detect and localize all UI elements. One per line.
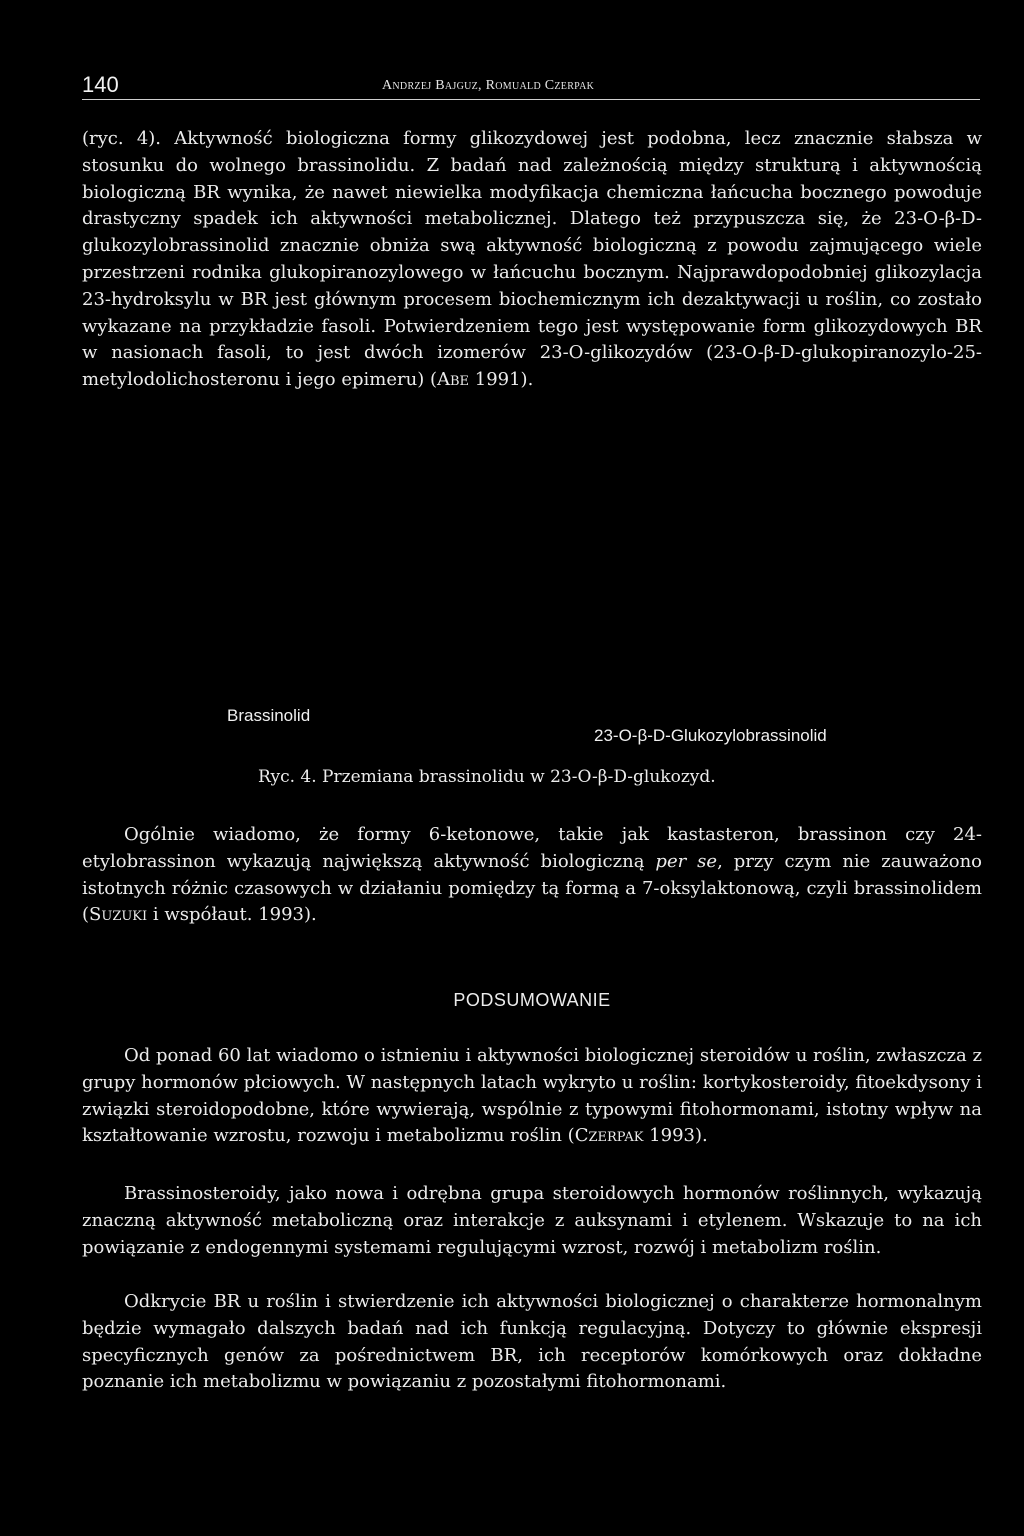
paragraph-2-text-b: , przy czym nie zauważono istotnych różnic czasowych w działaniu pomiędzy tą formą a 7-oksylaktonową, czyli brassinolidem ( bbox=[82, 850, 982, 926]
page-number: 140 bbox=[82, 72, 119, 97]
body-paragraph-3 bbox=[82, 1043, 982, 1150]
citation-author-abe: Abe bbox=[436, 369, 470, 391]
figure-caption: Ryc. 4. Przemiana brassinolidu w 23-O-β-D-glukozyd. bbox=[258, 767, 716, 787]
body-paragraph-1 bbox=[82, 126, 982, 394]
section-heading-summary: PODSUMOWANIE bbox=[453, 990, 611, 1010]
body-paragraph-5: Odkrycie BR u roślin i stwierdzenie ich aktywności biologicznej o charakterze hormonalnym będzie wymagało dalszych badań nad ich funkcją regulacyjną. Dotyczy to głównie ekspresji specyficznych genów za pośrednictwem BR, ich receptorów komórkowych oraz dokładne poznanie ich metabolizmu w powiązaniu z pozostałymi fitohormonami. bbox=[82, 1291, 982, 1393]
citation-author-suzuki: Suzuki bbox=[89, 904, 148, 926]
paragraph-2-text-a: Ogólnie wiadomo, że formy 6-ketonowe, takie jak kastasteron, brassinon czy 24-etylobrassinon wykazują największą aktywność biologiczną bbox=[82, 824, 982, 872]
header-rule bbox=[82, 99, 980, 100]
citation-rest: i współaut. 1993). bbox=[147, 904, 317, 926]
running-head: Andrzej Bajguz, Romuald Czerpak bbox=[382, 78, 595, 93]
figure-label-brassinolid: Brassinolid bbox=[227, 706, 311, 725]
body-paragraph-2 bbox=[82, 822, 982, 929]
paragraph-3-text: Od ponad 60 lat wiadomo o istnieniu i aktywności biologicznej steroidów u roślin, zwłaszcza z grupy hormonów płciowych. W następnych latach wykryto u roślin: kortykosteroidy, fitoekdysony i związki steroidopodobne, które wywierają, wspólnie z typowymi fitohormonami, istotny wpływ na kształtowanie wzrostu, rozwoju i metabolizmu roślin ( bbox=[82, 1045, 982, 1147]
italic-per-se: per se bbox=[655, 850, 718, 872]
figure-4 bbox=[82, 490, 982, 790]
figure-label-glukozylobrassinolid: 23-O-β-D-Glukozylobrassinolid bbox=[594, 726, 827, 745]
body-paragraph-4: Brassinosteroidy, jako nowa i odrębna grupa steroidowych hormonów roślinnych, wykazują znaczną aktywność metaboliczną oraz interakcje z auksynami i etylenem. Wskazuje to na ich powiązanie z endogennymi systemami regulującymi wzrost, rozwój i metabolizm roślin. bbox=[82, 1183, 982, 1258]
citation-author-czerpak: Czerpak bbox=[574, 1125, 644, 1147]
paragraph-1-text: (ryc. 4). Aktywność biologiczna formy glikozydowej jest podobna, lecz znacznie słabsza w stosunku do wolnego brassinolidu. Z badań nad zależnością między strukturą i aktywnością biologiczną BR wynika, że nawet niewielka modyfikacja chemiczna łańcucha bocznego powoduje drastyczny spadek ich aktywności metabolicznej. Dlatego też przypuszcza się, że 23-O-β-D-glukozylobrassinolid znacznie obniża swą aktywność biologiczną z powodu zajmującego wiele przestrzeni rodnika glukopiranozylowego w łańcuchu bocznym. Najprawdopodobniej glikozylacja 23-hydroksylu w BR jest głównym procesem biochemicznym ich dezaktywacji u roślin, co zostało wykazane na przykładzie fasoli. Potwierdzeniem tego jest występowanie form glikozydowych BR w nasionach fasoli, to jest dwóch izomerów 23-O-glikozydów (23-O-β-D-glukopiranozylo-25-metylodolichosteronu i jego epimeru) ( bbox=[82, 128, 982, 391]
page-header bbox=[82, 70, 980, 100]
citation-year: 1991). bbox=[469, 369, 534, 391]
citation-year: 1993). bbox=[643, 1125, 708, 1147]
